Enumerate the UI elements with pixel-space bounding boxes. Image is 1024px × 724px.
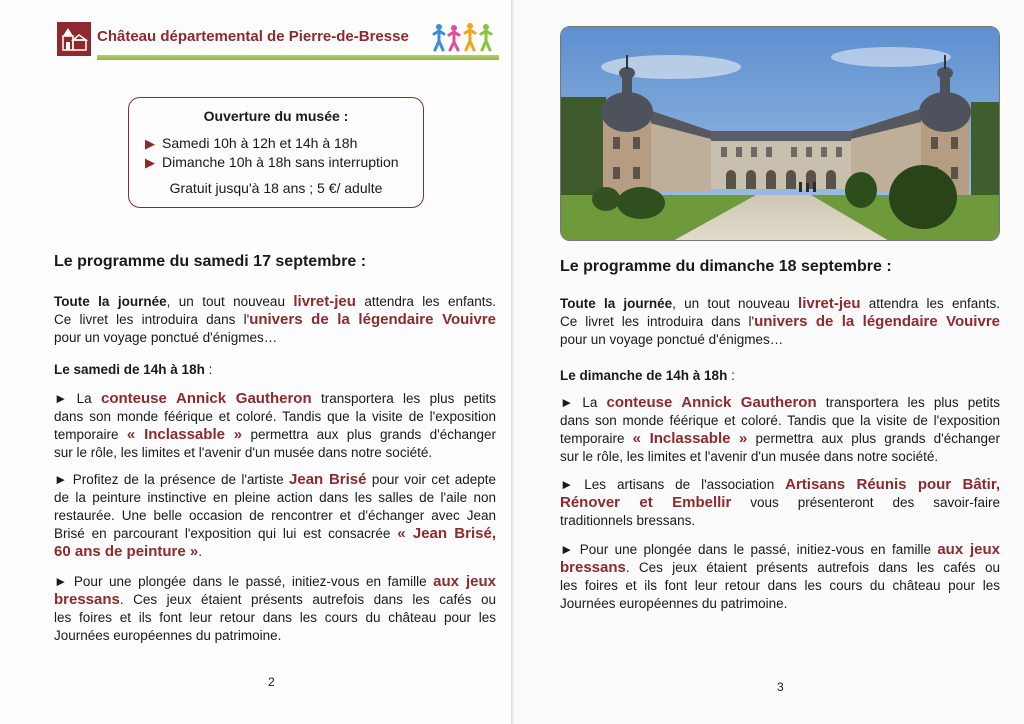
hours-item-saturday: ▶ Samedi 10h à 12h et 14h à 18h bbox=[145, 135, 358, 151]
triangle-bullet-icon: ▶ bbox=[145, 155, 155, 170]
hours-item-sunday: ▶ Dimanche 10h à 18h sans interruption bbox=[145, 154, 399, 170]
saturday-item-games: ► Pour une plongée dans le passé, initiez-vous en famille aux jeux bressans. Ces jeux étaient présents autrefois dans les cafés ou les foires et ils font leur retour dans les cours du château pour les Journées européennes du patrimoine. bbox=[54, 573, 496, 643]
sunday-item-games: ► Pour une plongée dans le passé, initiez-vous en famille aux jeux bressans. Ces jeux étaient présents autrefois dans les cafés ou les foires et ils font leur retour dans les cours du château pour les Journées européennes du patrimoine. bbox=[560, 541, 1000, 611]
saturday-slot: Le samedi de 14h à 18h : bbox=[54, 362, 213, 377]
sunday-intro: Toute la journée, un tout nouveau livret-jeu attendra les enfants. Ce livret les introduira dans l'univers de la légendaire Vouivre pour un voyage ponctué d'énigmes… bbox=[560, 295, 1000, 347]
header-rule bbox=[97, 55, 499, 60]
sunday-slot: Le dimanche de 14h à 18h : bbox=[560, 368, 735, 383]
triangle-bullet-icon: ▶ bbox=[145, 136, 155, 151]
castle-photo bbox=[560, 26, 1000, 241]
sunday-item-storyteller: ► La conteuse Annick Gautheron transportera les plus petits dans son monde féérique et coloré. Tandis que la visite de l'exposition temporaire « Inclassable » permettra aux plus grands d'échanger sur le rôle, les limites et l'avenir d'un musée dans notre société. bbox=[560, 394, 1001, 464]
sunday-heading: Le programme du dimanche 18 septembre : bbox=[560, 258, 892, 275]
saturday-intro: Toute la journée, un tout nouveau livret-jeu attendra les enfants. Ce livret les introduira dans l'univers de la légendaire Vouivre pour un voyage ponctué d'énigmes… bbox=[54, 293, 496, 345]
sunday-item-artisans: ► Les artisans de l'association Artisans Réunis pour Bâtir, Rénover et Embellir vous présenteront des savoir-faire traditionnels bressans. bbox=[560, 476, 1000, 528]
saturday-heading: Le programme du samedi 17 septembre : bbox=[54, 253, 367, 270]
family-figures-icon bbox=[432, 22, 498, 52]
saturday-item-artist: ► Profitez de la présence de l'artiste Jean Brisé pour voir cet adepte de la peinture instinctive en pleine action dans les salles de l'aile non restaurée. Une belle occasion de rencontrer et d'échanger avec Jean Brisé en parcourant l'exposition qui lui est consacrée « Jean Brisé, 60 ans de peinture ». bbox=[54, 471, 496, 560]
hours-title: Ouverture du musée : bbox=[203, 108, 349, 124]
chateau-logo-icon bbox=[57, 22, 91, 56]
site-title: Château départemental de Pierre-de-Bresse bbox=[97, 28, 409, 45]
hours-price: Gratuit jusqu'à 18 ans ; 5 €/ adulte bbox=[169, 180, 383, 196]
opening-hours-box bbox=[128, 97, 424, 208]
page-number-right: 3 bbox=[777, 680, 784, 694]
page-number-left: 2 bbox=[268, 675, 275, 689]
saturday-item-storyteller: ► La conteuse Annick Gautheron transportera les plus petits dans son monde féérique et coloré. Tandis que la visite de l'exposition temporaire « Inclassable » permettra aux plus grands d'échanger sur le rôle, les limites et l'avenir d'un musée dans notre société. bbox=[54, 390, 497, 460]
